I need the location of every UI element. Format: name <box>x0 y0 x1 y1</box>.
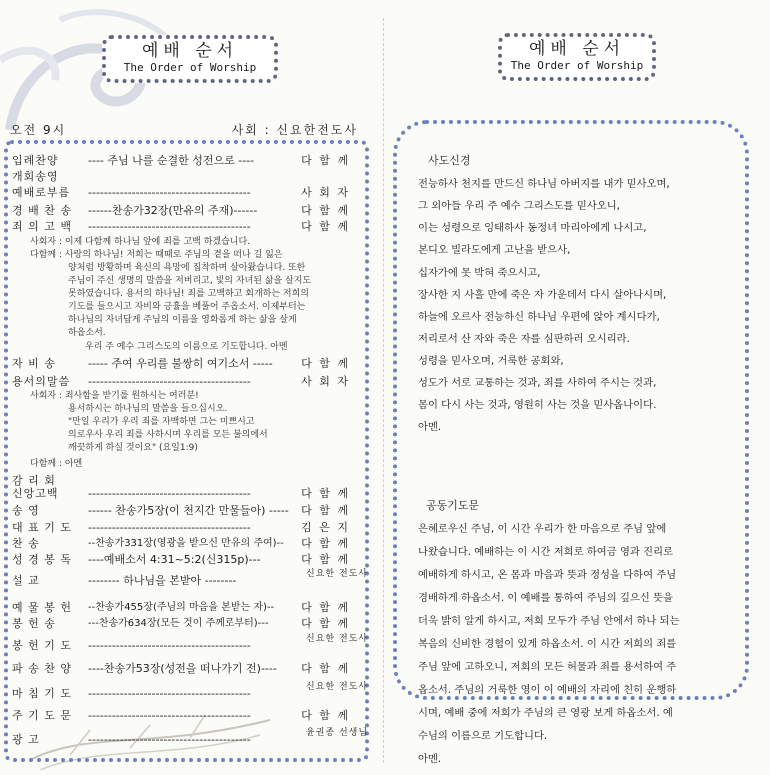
order-row <box>12 185 350 201</box>
confession-line: 기도를 들으시고 자비와 긍휼을 베풀어 주옵소서. 이제부터는 <box>68 302 306 312</box>
row-label: 신앙고백 <box>12 487 59 500</box>
row-item: ----------------------------------------- <box>88 521 251 534</box>
confession-line: 사회자 : 이제 다함께 하나님 앞에 죄를 고백 하겠습니다. <box>30 237 251 247</box>
row-item: ----------------------------------------- <box>88 733 251 746</box>
row-leader: 다 함 께 <box>301 662 350 675</box>
prayer-title: 공동기도문 <box>426 499 480 512</box>
row-leader: 사 회 자 <box>301 375 350 388</box>
order-row <box>12 374 350 390</box>
order-row <box>12 219 350 235</box>
prayer-line: 나왔습니다. 예배하는 이 시간 저희로 하여금 영과 진리로 <box>418 546 673 558</box>
absolution-line: 깨끗하게 하실 것이요" (요일1:9) <box>68 443 198 453</box>
creed-title: 사도신경 <box>428 154 471 167</box>
row-leader: 신요한 전도사 <box>306 682 369 692</box>
order-row <box>12 682 369 702</box>
row-item: ------찬송가32장(만유의 주재)------ <box>88 204 258 217</box>
creed-line: 성도가 서로 교통하는 것과, 죄를 사하여 주시는 것과, <box>418 377 657 389</box>
row-leader: 윤권종 선생님 <box>306 728 369 738</box>
row-item: ----------------------------------------- <box>88 186 251 199</box>
row-item: --찬송가331장(영광을 받으신 만유의 주여)-- <box>88 538 284 549</box>
row-item: ----------------------------------------- <box>88 375 251 388</box>
absolution-line: "만일 우리가 우리 죄를 자백하면 그는 미쁘시고 <box>68 417 255 427</box>
row-item: ----찬송가53장(성전을 떠나가기 전)---- <box>88 662 277 675</box>
confession-line: 하옵소서. <box>68 328 106 338</box>
creed-line: 전능하사 천지를 만드신 하나님 아버지를 내가 믿사오며, <box>418 178 670 190</box>
absolution-line: 사회자 : 죄사함을 받기를 원하시는 여러분! <box>30 391 199 401</box>
prayer-line: 복음의 신비한 경험이 있게 하옵소서. 이 시간 저희의 죄를 <box>418 638 677 650</box>
host-label: 사회 : 신요한전도사 <box>231 123 358 137</box>
row-leader: 사 회 자 <box>301 186 350 199</box>
order-row <box>12 634 369 654</box>
row-item: ----예배소서 4:31~5:2(신315p)--- <box>88 553 261 566</box>
row-leader: 다 함 께 <box>301 553 350 566</box>
prayer-line: 옵소서. 주님의 거룩한 영이 이 예배의 자리에 친히 운행하 <box>418 684 677 696</box>
confession-line: 다함께 : 사랑의 하나님! 저희는 때때로 주님의 곁을 떠나 길 잃은 <box>30 250 283 260</box>
left-title-box <box>102 35 278 83</box>
prayer-line: 시며, 예배 중에 저희가 주님의 큰 영광 보게 하옵소서. 예 <box>418 707 673 719</box>
prayer-line: 주님 앞에 고하오니, 저희의 모든 허물과 죄를 용서하여 주 <box>418 661 677 673</box>
order-row <box>12 169 350 185</box>
row-item: ----------------------------------------- <box>88 487 251 500</box>
row-leader: 다 함 께 <box>301 709 350 722</box>
order-row <box>12 661 350 677</box>
prayer-line: 더욱 밝히 알게 하시고, 저희 모두가 주님 안에서 하나 되는 <box>418 615 680 627</box>
creed-line: 본디오 빌라도에게 고난을 받으사, <box>418 244 571 256</box>
absolution-line: 다함께 : 아멘 <box>30 459 83 469</box>
creed-line: 장사한 지 사흘 만에 죽은 자 가운데서 다시 살아나시며, <box>418 289 667 301</box>
creed-line: 아멘. <box>418 421 442 433</box>
creed-line: 이는 성령으로 잉태하사 동정녀 마리아에게 나시고, <box>418 222 647 234</box>
row-label: 죄 의 고 백 <box>12 220 72 233</box>
absolution-line: 용서하시는 하나님의 말씀을 들으십시오. <box>68 404 228 414</box>
row-leader: 다 함 께 <box>301 504 350 517</box>
creed-line: 그 외아들 우리 주 예수 그리스도를 믿사오니, <box>418 200 620 212</box>
creed-line: 몸이 다시 사는 것과, 영원히 사는 것을 믿사옵나이다. <box>418 399 657 411</box>
creed-line: 하늘에 오르사 전능하신 하나님 우편에 앉아 계시다가, <box>418 311 660 323</box>
row-label: 광 고 <box>12 733 40 746</box>
row-item: ----------------------------------------- <box>88 709 251 722</box>
left-title-en: The Order of Worship <box>123 61 257 74</box>
row-leader: 신요한 전도사 <box>306 634 369 644</box>
row-label: 파 송 찬 양 <box>12 662 72 675</box>
confession-line: 우리 주 예수 그리스도의 이름으로 기도합니다. 아멘 <box>85 342 288 352</box>
absolution-line: 의로우사 우리 죄를 사하시며 우리를 모든 불의에서 <box>68 430 268 440</box>
prayer-line: 아멘. <box>418 753 442 765</box>
prayer-line: 수님의 이름으로 기도합니다. <box>418 730 548 742</box>
order-row <box>12 552 350 568</box>
confession-line: 양처럼 방황하며 육신의 욕망에 집착하며 살아왔습니다. 또한 <box>68 263 306 273</box>
row-leader: 다 함 께 <box>301 601 350 614</box>
order-row <box>12 503 350 519</box>
row-label: 예 물 봉 헌 <box>12 601 72 614</box>
order-row <box>12 486 350 502</box>
prayer-line: 예배하게 하시고, 온 몸과 마음과 뜻과 정성을 다하여 주님 <box>418 569 677 581</box>
row-label: 자 비 송 <box>12 357 56 370</box>
service-time: 오전 9시 <box>10 123 67 137</box>
row-leader: 다 함 께 <box>301 487 350 500</box>
confession-line: 주님이 주신 생명의 말씀을 저버리고, 빛의 자녀된 삶을 살지도 <box>68 276 312 286</box>
row-item: ---- 주님 나를 순결한 성전으로 ---- <box>88 154 255 167</box>
order-row <box>12 600 350 616</box>
row-leader: 다 함 께 <box>301 204 350 217</box>
row-label: 감 리 회 <box>12 474 56 487</box>
row-item: ----- 주여 우리를 불쌍히 여기소서 ----- <box>88 357 273 370</box>
order-row <box>12 536 350 552</box>
prayer-line: 은혜로우신 주님, 이 시간 우리가 한 마음으로 주님 앞에 <box>418 523 667 535</box>
row-leader: 다 함 께 <box>301 220 350 233</box>
row-label: 찬 송 <box>12 537 40 550</box>
row-item: ------ 찬송가5장(이 천지간 만물들아) ----- <box>88 504 289 517</box>
order-row <box>12 728 369 748</box>
creed-line: 성령을 믿사오며, 거룩한 공회와, <box>418 355 564 367</box>
page-fold <box>383 18 384 763</box>
row-leader: 김 은 지 <box>301 521 350 534</box>
row-leader: 다 함 께 <box>301 357 350 370</box>
row-label: 대 표 기 도 <box>12 521 72 534</box>
row-item: ----------------------------------------- <box>88 687 251 700</box>
creed-line: 저리로서 산 자와 죽은 자를 심판하러 오시리라. <box>418 333 630 345</box>
row-leader: 다 함 께 <box>301 617 350 630</box>
row-label: 설 교 <box>12 574 40 587</box>
row-label: 송 영 <box>12 504 40 517</box>
order-row <box>12 616 350 632</box>
right-title-box <box>498 33 656 81</box>
row-item: --찬송가455장(주님의 마음을 본받는 자)-- <box>88 602 275 613</box>
row-label: 봉 헌 기 도 <box>12 639 72 652</box>
row-label: 주 기 도 문 <box>12 709 72 722</box>
left-title-ko: 예배 순서 <box>141 41 239 61</box>
row-label: 마 침 기 도 <box>12 687 72 700</box>
prayer-line: 경배하게 하옵소서. 이 예배를 통하여 주님의 깊으신 뜻을 <box>418 592 673 604</box>
creed-line: 십자가에 못 박혀 죽으시고, <box>418 267 541 279</box>
row-item: -------- 하나님을 본받아 -------- <box>88 574 237 587</box>
service-header <box>4 117 362 139</box>
right-title-en: The Order of Worship <box>510 59 644 72</box>
row-label: 개회송영 <box>12 170 59 183</box>
order-row <box>12 356 350 372</box>
row-label: 성 경 봉 독 <box>12 553 72 566</box>
row-leader: 다 함 께 <box>301 537 350 550</box>
row-label: 용서의말씀 <box>12 375 71 388</box>
order-row <box>12 203 350 219</box>
row-label: 봉 헌 송 <box>12 617 56 630</box>
row-label: 경 배 찬 송 <box>12 204 72 217</box>
order-row <box>12 569 369 589</box>
row-item: ---찬송가634장(모든 것이 주께로부터)--- <box>88 618 269 629</box>
row-label: 예배로부름 <box>12 186 71 199</box>
row-label: 입례찬양 <box>12 154 59 167</box>
row-item: ----------------------------------------- <box>88 220 251 233</box>
order-row <box>12 520 350 536</box>
row-leader: 다 함 께 <box>301 154 350 167</box>
confession-line: 못하였습니다. 용서의 하나님! 죄를 고백하고 회개하는 저희의 <box>68 289 309 299</box>
confession-line: 하나님의 자녀답게 주님의 이름을 영화롭게 하는 삶을 살게 <box>68 315 297 325</box>
row-item: ----------------------------------------- <box>88 639 251 652</box>
row-leader: 신요한 전도사 <box>306 569 369 579</box>
right-title-ko: 예배 순서 <box>528 39 626 59</box>
order-row <box>12 153 350 169</box>
order-row <box>12 708 350 724</box>
